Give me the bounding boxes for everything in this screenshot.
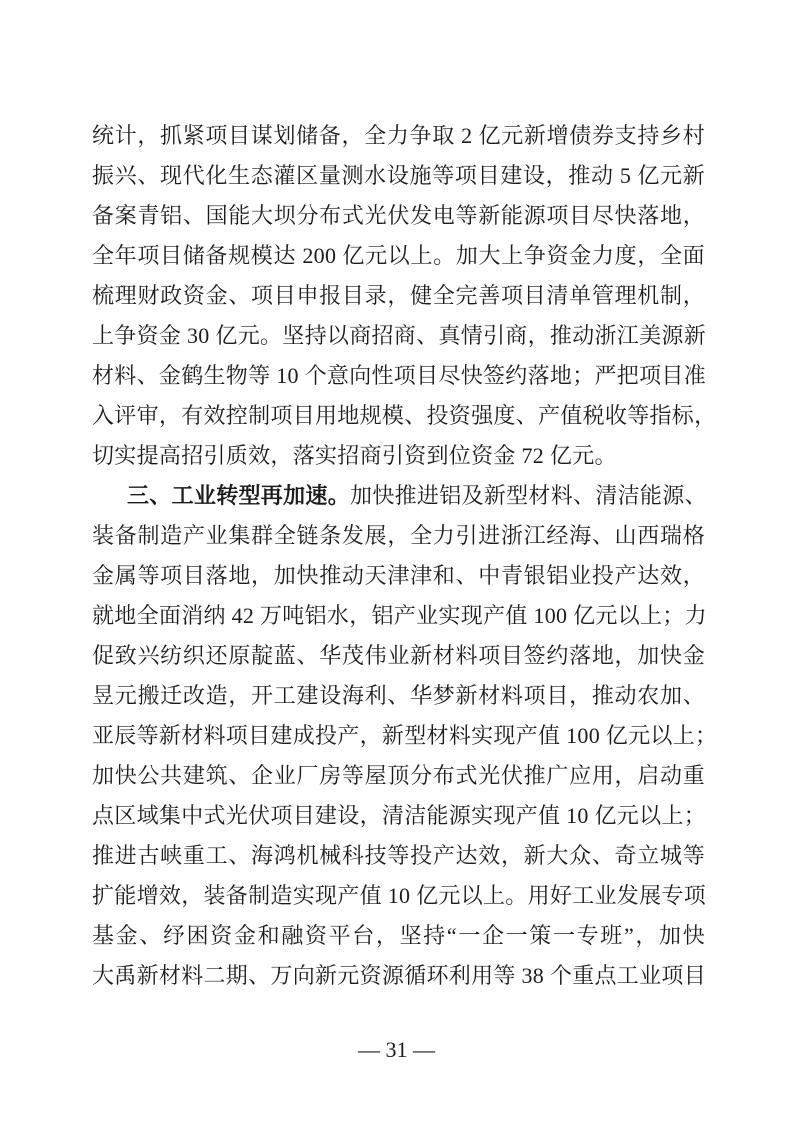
- text-line: 入评审，有效控制项目用地规模、投资强度、产值税收等指标，: [92, 403, 717, 428]
- text-block: [92, 116, 718, 996]
- text-line: 装备制造产业集群全链条发展，全力引进浙江经海、山西瑞格: [92, 523, 705, 548]
- page-number: — 31 —: [358, 1037, 435, 1062]
- text-line: 统计，抓紧项目谋划储备，全力争取 2 亿元新增债券支持乡村: [92, 123, 705, 148]
- text-line: 扩能增效，装备制造实现产值 10 亿元以上。用好工业发展专项: [92, 883, 707, 908]
- text-line: 全年项目储备规模达 200 亿元以上。加大上争资金力度，全面: [92, 243, 705, 268]
- paragraph-start-line: 三、工业转型再加速。加快推进铝及新型材料、清洁能源、: [127, 483, 707, 509]
- text-line: 基金、纾困资金和融资平台，坚持“一企一策一专班”，加快: [92, 923, 705, 948]
- text-line: 上争资金 30 亿元。坚持以商招商、真情引商，推动浙江美源新: [92, 323, 707, 348]
- text-line: 亚辰等新材料项目建成投产，新型材料实现产值 100 亿元以上；: [92, 723, 718, 748]
- text-line: 就地全面消纳 42 万吨铝水，铝产业实现产值 100 亿元以上；力: [92, 603, 707, 628]
- text-line: 振兴、现代化生态灌区量测水设施等项目建设，推动 5 亿元新: [92, 163, 705, 188]
- text-line: 大禹新材料二期、万向新元资源循环利用等 38 个重点工业项目: [92, 963, 707, 988]
- text-line: 推进古峡重工、海鸿机械科技等投产达效，新大众、奇立城等: [92, 843, 705, 868]
- text-line: 备案青铝、国能大坝分布式光伏发电等新能源项目尽快落地，: [92, 203, 705, 228]
- section-heading: 三、工业转型再加速。: [127, 484, 351, 509]
- text-line: 促致兴纺织还原靛蓝、华茂伟业新材料项目签约落地，加快金: [92, 643, 705, 668]
- text-line: 材料、金鹤生物等 10 个意向性项目尽快签约落地；严把项目准: [92, 363, 707, 388]
- text-line: 点区域集中式光伏项目建设，清洁能源实现产值 10 亿元以上；: [92, 803, 707, 828]
- text-line: 金属等项目落地，加快推动天津津和、中青银铝业投产达效，: [92, 563, 705, 588]
- text-line: 梳理财政资金、项目申报目录，健全完善项目清单管理机制，: [92, 283, 705, 308]
- text-line: 昱元搬迁改造，开工建设海利、华梦新材料项目，推动农加、: [92, 683, 705, 708]
- text-line: 切实提高招引质效，落实招商引资到位资金 72 亿元。: [92, 443, 617, 468]
- text-line: 加快公共建筑、企业厂房等屋顶分布式光伏推广应用，启动重: [92, 763, 705, 788]
